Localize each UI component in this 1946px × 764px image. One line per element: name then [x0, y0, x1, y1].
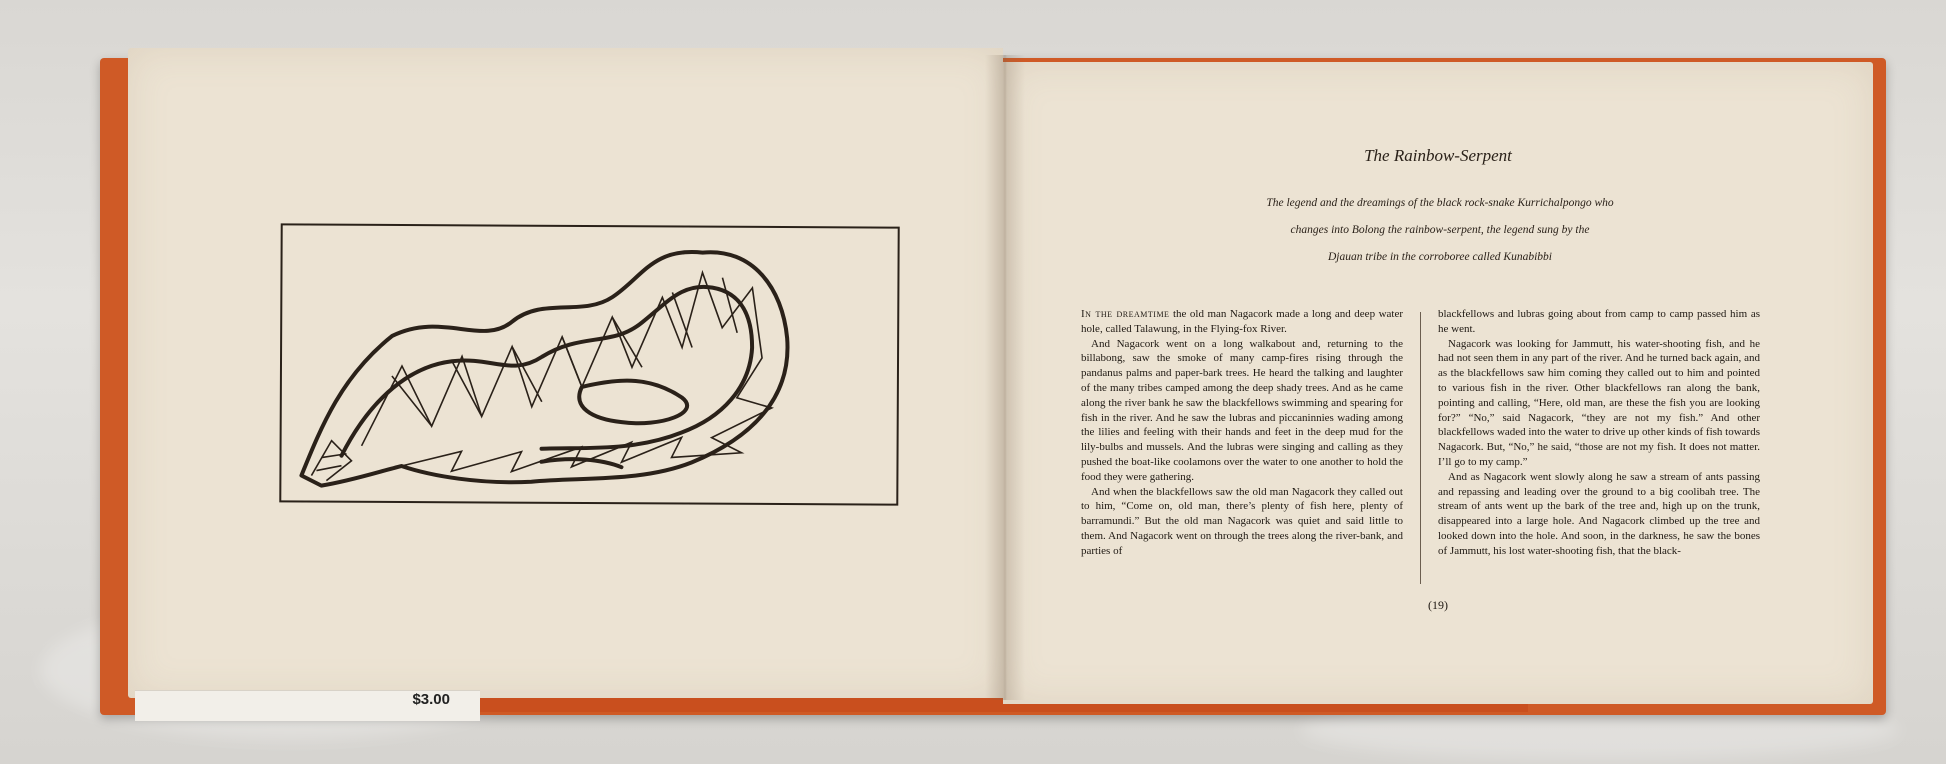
paragraph: And when the blackfellows saw the old man Nagacork they called out to him, “Come on, old man, there’s plenty of fish here, plenty of barramundi.” But the old man Nagacork was quiet and said little to them. And Nagacork went on through the trees along the river-bank, and parties of	[1081, 485, 1403, 557]
subtitle-line: The legend and the dreamings of the black rock-snake Kurrichalpongo who	[1266, 197, 1614, 209]
chapter-subtitle	[1150, 190, 1730, 271]
column-divider	[1420, 312, 1421, 584]
serpent-illustration	[279, 223, 899, 505]
text-column-right	[1438, 307, 1760, 559]
subtitle-line: changes into Bolong the rainbow-serpent, the legend sung by the	[1290, 224, 1590, 236]
subtitle-line: Djauan tribe in the corroboree called Kunabibbi	[1327, 251, 1552, 263]
price-sticker	[135, 690, 480, 721]
rainbow-serpent-drawing	[281, 225, 897, 503]
price-label: $3.00	[412, 691, 450, 708]
paragraph: And as Nagacork went slowly along he saw a stream of ants passing and repassing and leading over the ground to a big coolibah tree. The stream of ants went up the bark of the tree and, high up on the trunk, disappeared into a large hole. And Nagacork climbed up the tree and looked down into the hole. And soon, in the darkness, he saw the bones of Jammutt, his lost water-shooting fish, that the black-	[1438, 470, 1760, 557]
paragraph: And Nagacork went on a long walkabout and, returning to the billabong, saw the smoke of many camp-fires rising through the pandanus palms and paper-bark trees. He heard the talking and laughter of the many tribes camped among the deep shady trees. And as he came along the river bank he saw the blackfellows swimming and spearing for fish in the river. And he saw the lubras and piccaninnies wading among the lilies and feeling with their hands and feet in the deep mud for the lily-bulbs and mussels. And the lubras were singing and calling as they pushed the boat-like coolamons over the water to one another to hold the food they were gathering.	[1081, 337, 1403, 483]
text-column-left	[1081, 307, 1403, 559]
chapter-title: The Rainbow-Serpent	[1364, 146, 1512, 165]
paragraph-text: the old man Nagacork made a long and deep water hole, called Talawung, in the Flying-fox River.	[1081, 308, 1404, 335]
lead-in: In the dreamtime	[1081, 308, 1170, 320]
page-number: (19)	[1428, 598, 1448, 612]
paragraph: Nagacork was looking for Jammutt, his water-shooting fish, and he had not seen them in any part of the river. And he turned back again, and as the blackfellows saw him coming they called out to him and pointed to various fish in the river. Other blackfellows ran along the bank, pointing and calling, “Here, old man, are these the fish you are looking for?” “No,” said Nagacork, “they are not my fish.” And other blackfellows waded into the water to drive up other kinds of fish towards Nagacork. But, “No,” he said, “those are not my fish. It does not matter. I’ll go to my camp.”	[1438, 337, 1760, 468]
paragraph	[1081, 307, 1403, 337]
paragraph: blackfellows and lubras going about from camp to camp passed him as he went.	[1438, 308, 1760, 335]
